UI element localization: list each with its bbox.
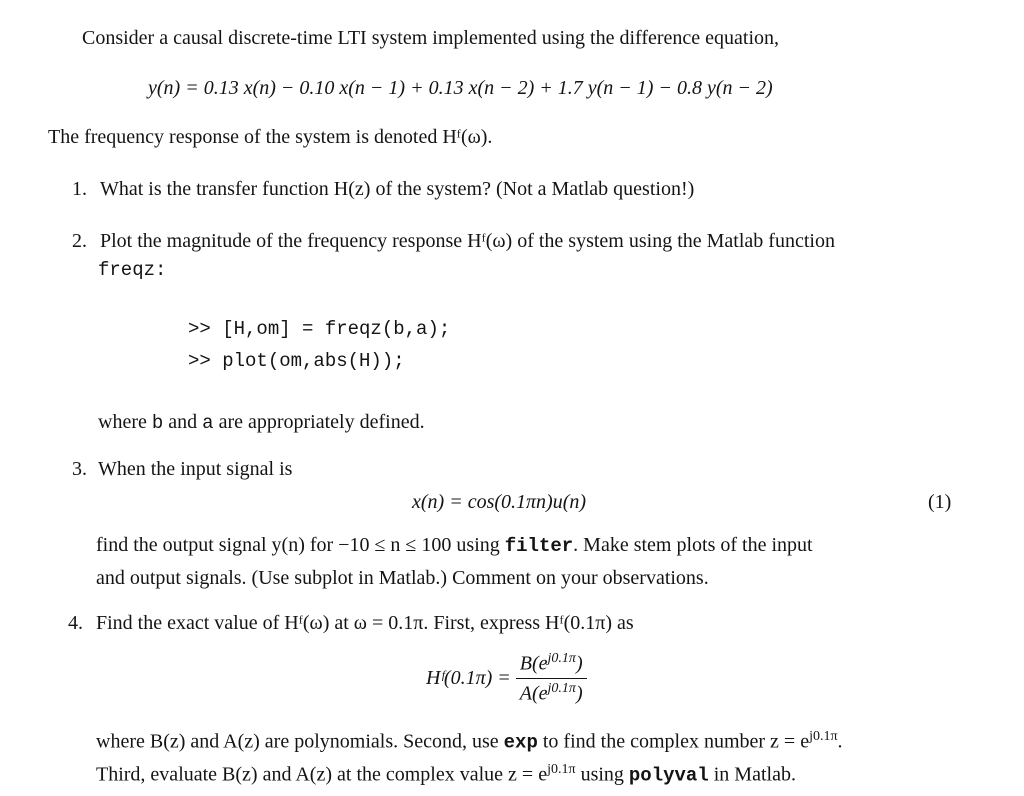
where-pre: where xyxy=(98,411,152,433)
where-a-code: a xyxy=(202,412,214,434)
where-mid: and xyxy=(163,411,203,433)
difference-equation: y(n) = 0.13 x(n) − 0.10 x(n − 1) + 0.13 x(n − 2) + 1.7 y(n − 1) − 0.8 y(n − 2) xyxy=(148,77,773,99)
question-3-number: 3. xyxy=(72,458,87,480)
question-4-number: 4. xyxy=(68,612,83,634)
q3-line2-pre: find the output signal y(n) for −10 ≤ n ≤ 100 using xyxy=(96,534,505,556)
filter-code: filter xyxy=(504,535,574,557)
q3-line2-post: . Make stem plots of the input xyxy=(573,534,813,556)
q4-line3-post: in Matlab. xyxy=(708,763,796,786)
denominator-close: ) xyxy=(575,682,583,705)
fraction-lhs: Hᶠ(0.1π) = xyxy=(426,667,511,690)
question-2-number: 2. xyxy=(72,230,87,252)
q4-line3-mid: using xyxy=(575,763,629,786)
question-3-line-3: and output signals. (Use subplot in Matlab.) Comment on your observations. xyxy=(96,567,709,589)
q4-line3-pre: Third, evaluate B(z) and A(z) at the complex value z = e xyxy=(96,763,548,786)
question-2-where xyxy=(98,410,425,435)
question-2-line-2: freqz: xyxy=(98,259,167,281)
denominator-text: A(e xyxy=(519,682,548,705)
numerator-text: B(e xyxy=(519,652,548,675)
fraction xyxy=(516,651,587,705)
q4-line2-post: to find the complex number z = e xyxy=(537,730,810,753)
question-4-line-3 xyxy=(96,762,796,787)
equation-number: (1) xyxy=(928,491,952,513)
fraction-numerator xyxy=(516,651,587,679)
fraction-denominator xyxy=(516,679,587,706)
numerator-exponent: j0.1π xyxy=(547,651,576,666)
question-2-line-1: Plot the magnitude of the frequency response Hᶠ(ω) of the system using the Matlab function xyxy=(100,230,835,252)
question-1-text: What is the transfer function H(z) of the system? (Not a Matlab question!) xyxy=(100,178,695,200)
question-3-line-2 xyxy=(96,533,813,558)
code-line-plot: >> plot(om,abs(H)); xyxy=(188,350,405,372)
exp-code: exp xyxy=(503,731,538,754)
denominator-exponent: j0.1π xyxy=(547,680,576,696)
question-1-number: 1. xyxy=(72,178,87,200)
question-3-line-1: When the input signal is xyxy=(98,458,293,480)
question-4-line-1: Find the exact value of Hᶠ(ω) at ω = 0.1π. First, express Hᶠ(0.1π) as xyxy=(96,612,634,634)
frequency-response-sentence: The frequency response of the system is denoted Hᶠ(ω). xyxy=(48,126,493,148)
polyval-code: polyval xyxy=(628,764,709,787)
where-post: are appropriately defined. xyxy=(213,411,425,433)
q4-line2-pre: where B(z) and A(z) are polynomials. Second, use xyxy=(96,730,504,753)
intro-text: Consider a causal discrete-time LTI system implemented using the difference equation, xyxy=(82,27,780,49)
input-signal-equation: x(n) = cos(0.1πn)u(n) xyxy=(412,491,587,513)
q4-line3-exponent: j0.1π xyxy=(547,762,576,777)
code-line-freqz: >> [H,om] = freqz(b,a); xyxy=(188,318,451,340)
hf-fraction-equation xyxy=(426,651,587,705)
numerator-close: ) xyxy=(575,652,583,675)
q4-line2-exponent: j0.1π xyxy=(809,729,838,744)
q4-line2-end: . xyxy=(837,730,843,753)
question-4-line-2 xyxy=(96,729,843,754)
where-b-code: b xyxy=(151,412,164,434)
